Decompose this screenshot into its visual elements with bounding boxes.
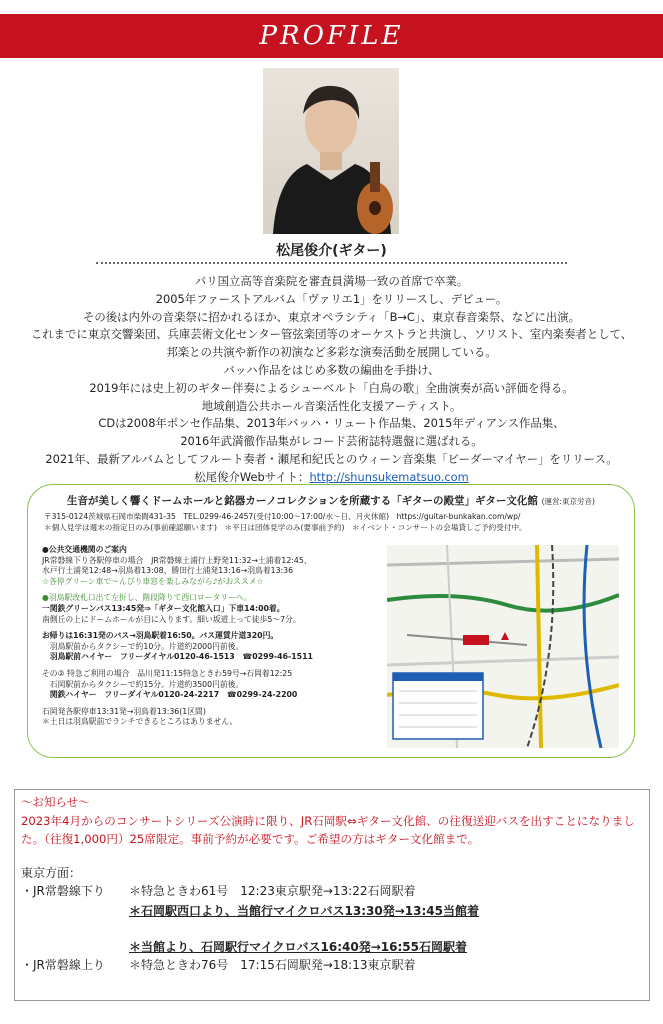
bio-line: 2016年武満徹作品集がレコード芸術誌特選盤に選ばれる。 (180, 434, 483, 449)
access-panel (27, 484, 635, 758)
direction-line: 一関鉄グリーンバス13:45発⇒「ギター文化館入口」下車14:00着。 (42, 603, 285, 613)
direction-line: 羽鳥駅前からタクシーで約10分。片道約2000円前後。 (42, 641, 244, 651)
direction-line: 石岡駅前からタクシーで約15分。片道約3500円前後。 (42, 679, 244, 689)
bio-line: 地域創造公共ホール音楽活性化支援アーティスト。 (201, 398, 462, 413)
access-map (387, 545, 619, 748)
access-address: 〒315-0124茨城県石岡市柴間431-35 TEL.0299-46-2457(受付10:00〜17:00/水〜日、月火休館) https://guitar-bunkakan.com/wp/ (44, 512, 521, 521)
direction-line: その② 特急ご利用の場合 品川発11:15特急ときわ59号→石岡着12:25 (42, 668, 293, 678)
notice-down-bus-row (129, 902, 479, 919)
bio-line: パリ国立高等音楽院を審査員満場一致の首席で卒業。 (194, 274, 469, 288)
notice-up-row (21, 956, 416, 973)
direction-line: ☆各停グリーン車で〜んびり車窓を楽しみながら♪がおススメ☆ (42, 576, 264, 586)
direction-line: 石岡発各駅停車13:31発→羽鳥着13:36(1区間) (42, 706, 206, 716)
notice-down-row (21, 882, 416, 899)
profile-banner (0, 14, 663, 58)
up-bus: ＊当館より、石岡駅行マイクロバス16:40発→16:55石岡駅着 (129, 940, 467, 954)
banner-title: PROFILE (259, 21, 404, 51)
direction-line: 南側丘の上にドームホールが目に入ります。細い坂道上って徒歩5〜7分。 (42, 614, 301, 624)
up-express: ＊特急ときわ76号 17:15石岡駅発→18:13東京駅着 (129, 958, 416, 972)
map-graphic (387, 545, 619, 748)
bio-line: 邦楽との共演や新作の初演など多彩な演奏活動を展開している。 (166, 345, 497, 360)
dotted-divider (96, 262, 567, 266)
access-title (28, 493, 634, 508)
notice-heading: 〜お知らせ〜 (21, 795, 90, 809)
website-label: 松尾俊介Webサイト： (194, 469, 310, 484)
bio-line: これまでに東京交響楽団、兵庫芸術文化センター管弦楽団等のオーケストラと共演し、ソリスト、室内楽奏者として、 (30, 327, 633, 342)
artist-photo (263, 68, 399, 234)
bio-line: 2005年ファーストアルバム「ヴァリエ1」をリリースし、デビュー。 (155, 291, 508, 306)
down-express: ＊特急ときわ61号 12:23東京駅発→13:22石岡駅着 (129, 884, 416, 898)
direction-line: ●羽鳥駅改札口出て左折し、階段降りて西口ロータリーへ。 (42, 593, 252, 603)
direction-line: 水戸行土浦発12:48→羽鳥着13:08、勝田行土浦発13:16→羽鳥着13:36 (42, 566, 294, 576)
down-line-label: ・JR常磐線下り (21, 884, 105, 898)
bio-line: 2019年には史上初のギター伴奏によるシューベルト「白鳥の歌」全曲演奏が高い評価を得る。 (89, 380, 574, 395)
access-title-note: (運営:東京労音) (541, 497, 595, 506)
notice-body: 2023年4月からのコンサートシリーズ公演時に限り、JR石岡駅⇔ギター文化館、の往復送迎バスを出すことになりました。（往復1,000円）25席限定。事前予約が必要です。ご希望の方はギター文化館まで。 (21, 814, 635, 846)
access-directions (42, 545, 377, 728)
artist-bio (20, 273, 643, 487)
notice-box (14, 789, 650, 1001)
bio-line: その後は内外の音楽祭に招かれるほか、東京オペラシティ「B→C」、東京春音楽祭、などに出演。 (82, 309, 581, 324)
direction-line: ＊土日は羽鳥駅前でランチできるところはありません。 (42, 717, 238, 727)
notice-direction: 東京方面： (21, 866, 82, 880)
bio-line: CDは2008年ポンセ作品集、2013年バッハ・リュート作品集、2015年ディアンス作品集、 (98, 416, 565, 431)
up-line-label: ・JR常磐線上り (21, 958, 105, 972)
access-title-text: 生音が美しく響くドームホールと銘器カーノコレクションを所蔵する「ギターの殿堂」ギター文化館 (67, 495, 538, 507)
artist-name: 松尾俊介(ギター) (276, 243, 387, 259)
direction-line: 羽鳥駅前ハイヤー フリーダイヤル0120-46-1513 ☎0299-46-1511 (42, 652, 313, 662)
direction-line: 関鉄ハイヤー フリーダイヤル0120-24-2217 ☎0299-24-2200 (42, 690, 298, 700)
bio-line: 2021年、最新アルバムとしてフルート奏者・瀬尾和紀氏とのウィーン音楽集「ビーダーマイヤー」をリリース。 (45, 451, 618, 466)
down-bus: ＊石岡駅西口より、当館行マイクロバス13:30発→13:45当館着 (129, 904, 479, 918)
notice-up-bus-row (129, 938, 467, 955)
access-address-note: ＊個人見学は週末の指定日のみ(事前確認願います) ＊平日は団体見学のみ(要事前予約) ＊イベント・コンサートの会場貸しご予約受付中。 (44, 522, 527, 532)
direction-line: ●公共交通機関のご案内 (42, 545, 127, 554)
access-address-block (44, 512, 527, 533)
direction-line: JR常磐線下り各駅停車の場合 JR常磐線土浦行上野発11:32→土浦着12:45、 (42, 555, 312, 565)
direction-line: お帰りは16:31発のバス→羽鳥駅着16:50。バス運賃片道320円。 (42, 631, 279, 641)
website-link[interactable]: http://shunsukematsuo.com (309, 469, 469, 484)
bio-line: バッハ作品をはじめ多数の編曲を手掛け、 (223, 362, 440, 377)
